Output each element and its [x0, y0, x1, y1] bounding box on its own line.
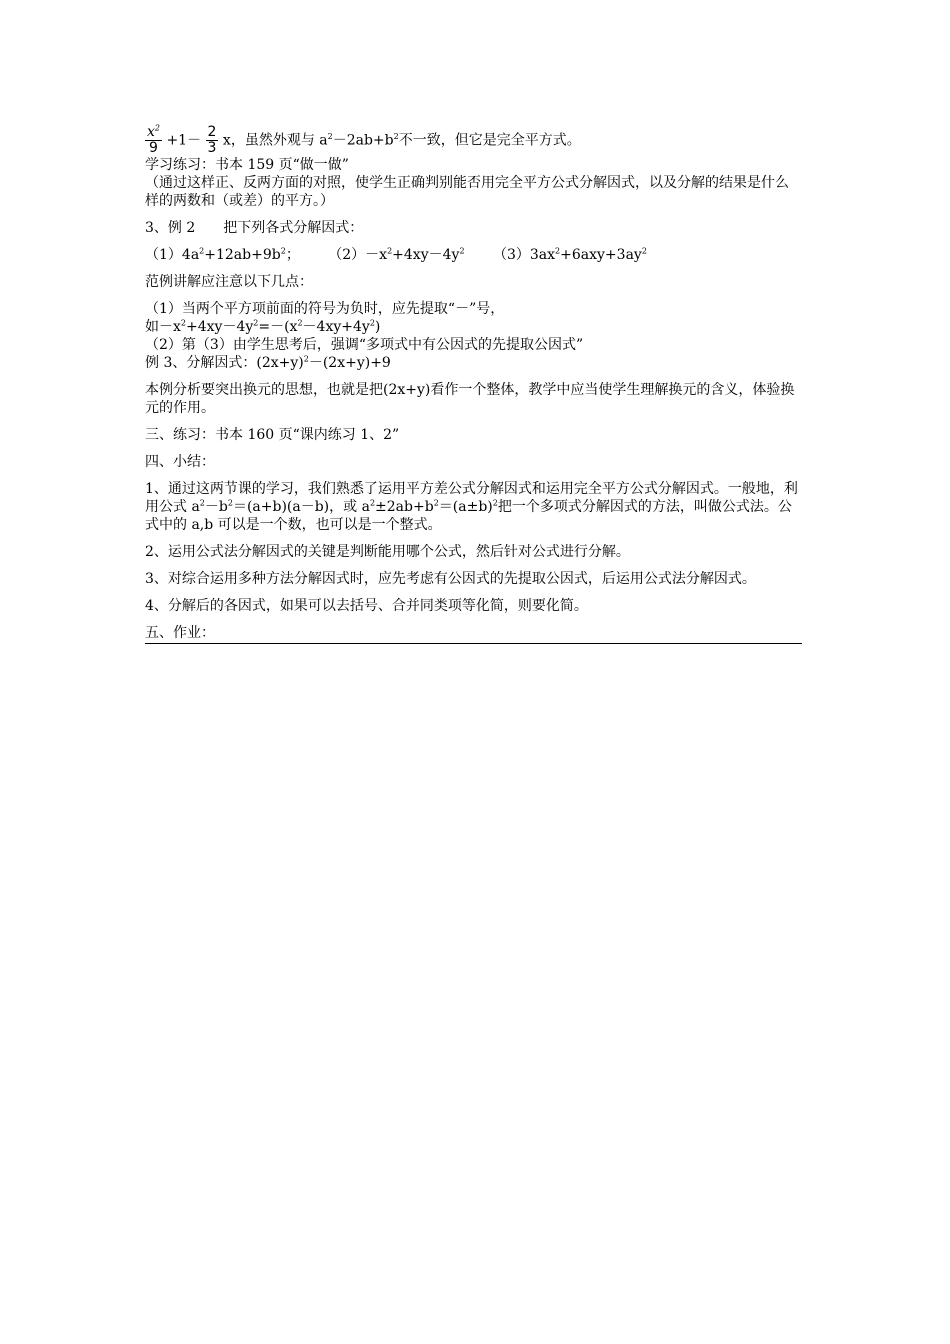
- section-3: 三、练习：书本 160 页“课内练习 1、2”: [145, 427, 400, 443]
- summary-4: 4、分解后的各因式，如果可以去括号、合并同类项等化简，则要化简。: [145, 598, 588, 614]
- section-5: 五、作业：: [145, 624, 802, 644]
- study-practice: 学习练习：书本 159 页“做一做”: [145, 157, 349, 173]
- section-4: 四、小结：: [145, 454, 215, 470]
- summary-2: 2、运用公式法分解因式的关键是判断能用哪个公式，然后针对公式进行分解。: [145, 544, 630, 560]
- point-1-example: 如$-x^2+4xy-4y^2=-(x^2-4xy+4y^2)$: [145, 318, 381, 335]
- example2-items: $(1)4a^2+12ab+9b^2$； $(2)-x^2+4xy-4y^2$ $(3)3ax^2+6axy+3ay^2$: [145, 246, 647, 263]
- summary-1: 1、通过这两节课的学习，我们熟悉了运用平方差公式分解因式和运用完全平方公式分解因式。一般地，利用公式 $a^2-b^2=(a+b)(a-b)$，或 $a^2\pm 2ab+b^2=(a\pm b)^2$把一个多项式分解因式的方法，叫做公式法。公式中的 a,b 可以是一个数，也可以是一个整式。: [145, 481, 798, 533]
- point-2: （2）第（3）由学生思考后，强调“多项式中有公因式的先提取公因式”: [145, 337, 584, 353]
- summary-3: 3、对综合运用多种方法分解因式时，应先考虑有公因式的先提取公因式，后运用公式法分解因式。: [145, 571, 756, 587]
- example3-explain: 本例分析要突出换元的思想，也就是把(2x+y)看作一个整体，教学中应当使学生理解换元的含义，体验换元的作用。: [145, 382, 795, 416]
- fraction-expression-line: $\frac{x^2}{9}$ +1－ $\frac{2}{3}$ x，虽然外观与 $a^2-2ab+b^2$不一致，但它是完全平方式。: [147, 123, 581, 156]
- fraction-2-over-3: $\frac{2}{3}$: [207, 124, 217, 156]
- example2-title: 3、例 2 把下列各式分解因式：: [145, 220, 364, 236]
- explain-title: 范例讲解应注意以下几点：: [145, 274, 313, 290]
- document-page: [145, 125, 802, 644]
- fraction-x2-over-9: $\frac{x^2}{9}$: [147, 123, 160, 156]
- point-1: （1）当两个平方项前面的符号为负时，应先提取“－”号，: [145, 301, 505, 317]
- teaching-note: （通过这样正、反两方面的对照，使学生正确判别能否用完全平方公式分解因式，以及分解的结果是什么样的两数和（或差）的平方。）: [145, 175, 789, 209]
- example3: 例 3、分解因式：$(2x+y)^2-(2x+y)+9$: [145, 354, 391, 371]
